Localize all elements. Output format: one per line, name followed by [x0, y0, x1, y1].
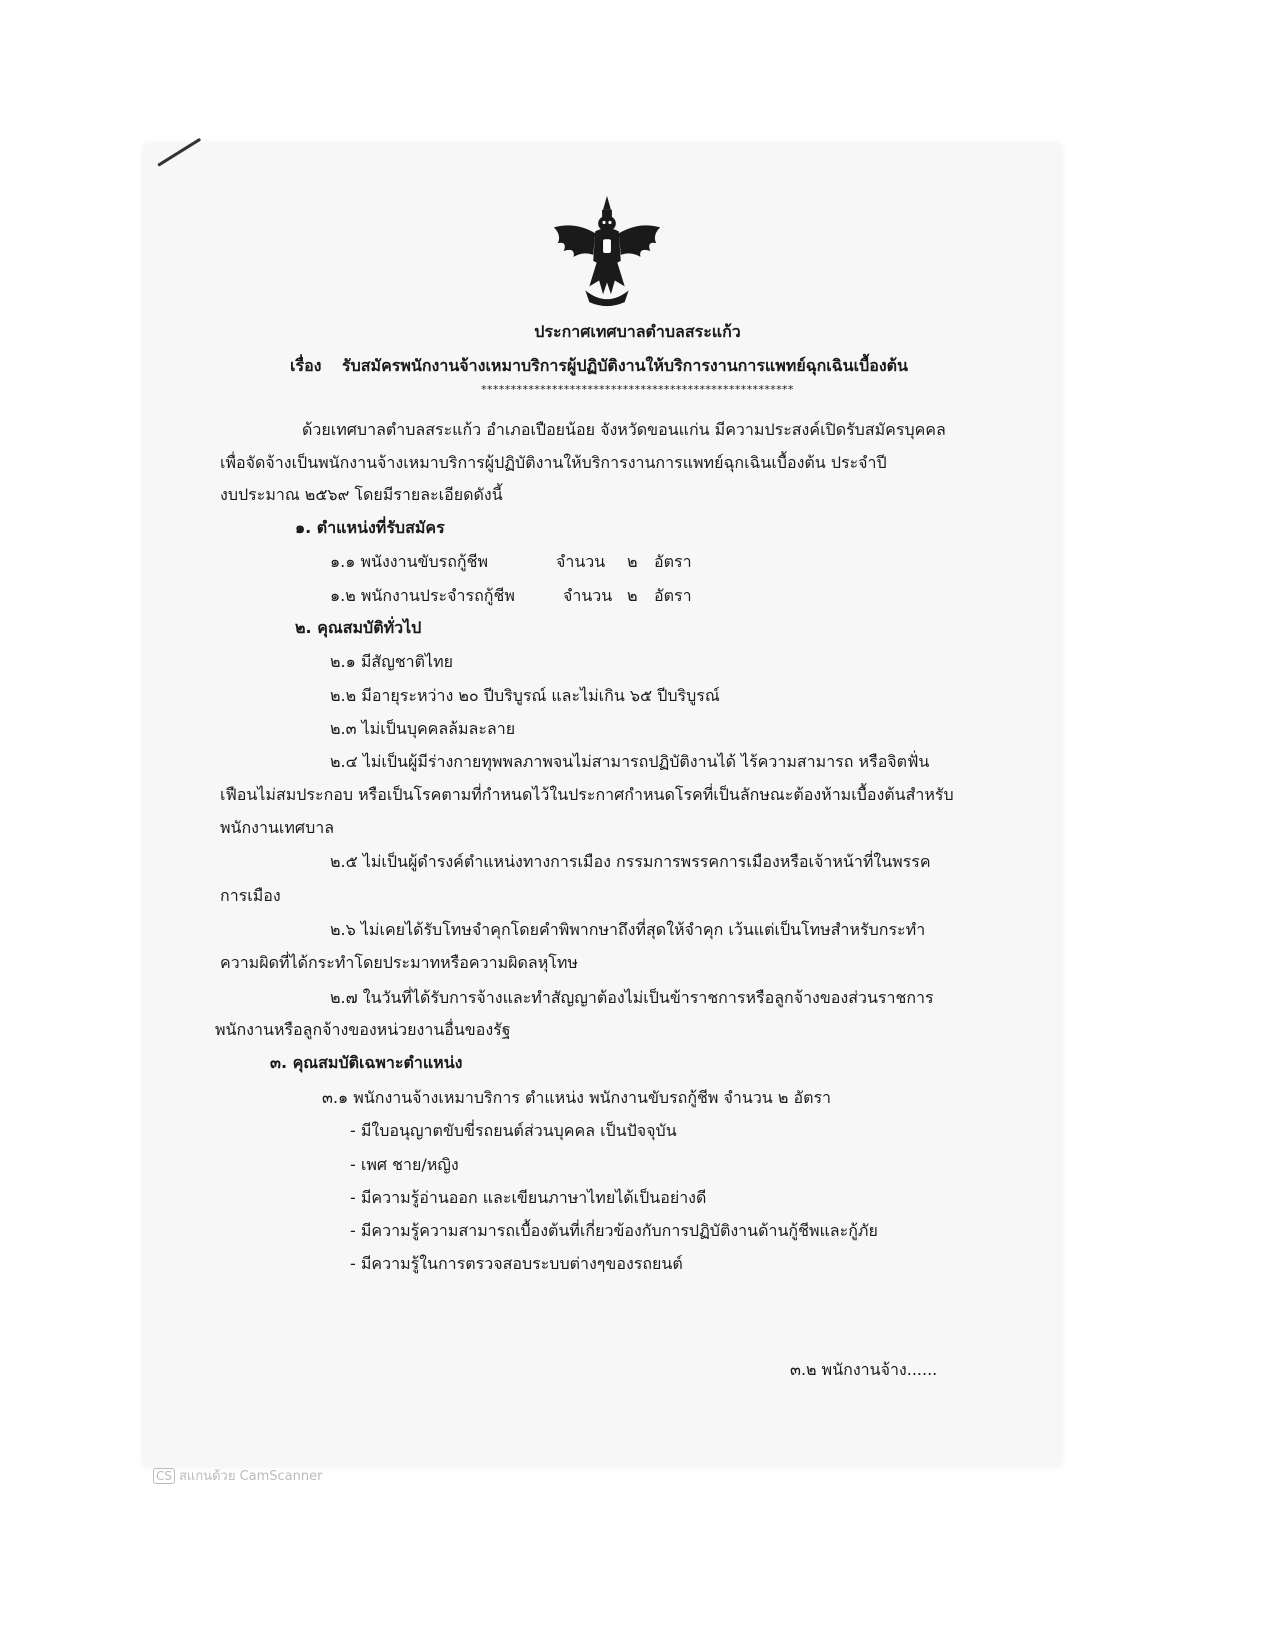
- camscanner-logo-icon: CS: [153, 1468, 175, 1484]
- section3-heading: ๓. คุณสมบัติเฉพาะตำแหน่ง: [270, 1053, 463, 1072]
- qualification-line: พนักงานเทศบาล: [220, 818, 335, 837]
- position-2-unit: อัตรา: [654, 586, 692, 605]
- qualification-line: พนักงานหรือลูกจ้างของหน่วยงานอื่นของรัฐ: [215, 1020, 511, 1039]
- position-1-label: ๑.๑ พนังงานขับรถกู้ชีพ: [330, 552, 488, 571]
- intro-line-2: เพื่อจัดจ้างเป็นพนักงานจ้างเหมาบริการผู้ปฏิบัติงานให้บริการงานการแพทย์ฉุกเฉินเบื้องต้น ประจำปี: [220, 453, 887, 472]
- garuda-emblem-icon: [548, 192, 666, 310]
- qualification-line: เฟือนไม่สมประกอบ หรือเป็นโรคตามที่กำหนดไว้ในประกาศกำหนดโรคที่เป็นลักษณะต้องห้ามเบื้องต้นสำหรับ: [220, 785, 954, 804]
- subject-text: รับสมัครพนักงานจ้างเหมาบริการผู้ปฏิบัติงานให้บริการงานการแพทย์ฉุกเฉินเบื้องต้น: [342, 356, 908, 375]
- position-2-count-label: จำนวน: [563, 586, 613, 605]
- qualification-line: ๒.๓ ไม่เป็นบุคคลล้มละลาย: [330, 719, 516, 738]
- qualification-line: ๒.๔ ไม่เป็นผู้มีร่างกายทุพพลภาพจนไม่สามารถปฏิบัติงานได้ ไร้ความสามารถ หรือจิตฟั่น: [330, 752, 930, 771]
- qualification-line: ๒.๑ มีสัญชาติไทย: [330, 652, 454, 671]
- intro-line-1: ด้วยเทศบาลตำบลสระแก้ว อำเภอเปือยน้อย จังหวัดขอนแก่น มีความประสงค์เปิดรับสมัครบุคคล: [302, 420, 946, 439]
- section3-sub-heading: ๓.๑ พนักงานจ้างเหมาบริการ ตำแหน่ง พนักงานขับรถกู้ชีพ จำนวน ๒ อัตรา: [322, 1088, 832, 1107]
- list-item: - เพศ ชาย/หญิง: [350, 1155, 459, 1174]
- separator: *****************************************************: [481, 383, 794, 396]
- camscanner-watermark: [153, 1465, 322, 1486]
- subject-label: เรื่อง: [290, 356, 322, 375]
- page-continuation: ๓.๒ พนักงานจ้าง......: [790, 1360, 938, 1379]
- qualification-line: ๒.๕ ไม่เป็นผู้ดำรงค์ตำแหน่งทางการเมือง กรรมการพรรคการเมืองหรือเจ้าหน้าที่ในพรรค: [330, 852, 931, 871]
- position-1-count-label: จำนวน: [556, 552, 606, 571]
- qualification-line: ๒.๖ ไม่เคยได้รับโทษจำคุกโดยคำพิพากษาถึงที่สุดให้จำคุก เว้นแต่เป็นโทษสำหรับกระทำ: [330, 920, 926, 939]
- intro-line-3: งบประมาณ ๒๕๖๙ โดยมีรายละเอียดดังนี้: [220, 485, 503, 504]
- position-2-count: ๒: [627, 586, 638, 605]
- list-item: - มีความรู้ในการตรวจสอบระบบต่างๆของรถยนต์: [350, 1254, 683, 1273]
- section1-heading: ๑. ตำแหน่งที่รับสมัคร: [295, 518, 445, 537]
- position-2-label: ๑.๒ พนักงานประจำรถกู้ชีพ: [330, 586, 515, 605]
- watermark-text: สแกนด้วย CamScanner: [179, 1469, 323, 1484]
- section2-heading: ๒. คุณสมบัติทั่วไป: [295, 618, 422, 637]
- position-1-unit: อัตรา: [654, 552, 692, 571]
- qualification-line: ความผิดที่ได้กระทำโดยประมาทหรือความผิดลหุโทษ: [220, 953, 578, 972]
- list-item: - มีใบอนุญาตขับขี่รถยนต์ส่วนบุคคล เป็นปัจจุบัน: [350, 1121, 677, 1140]
- position-1-count: ๒: [627, 552, 638, 571]
- qualification-line: ๒.๗ ในวันที่ได้รับการจ้างและทำสัญญาต้องไม่เป็นข้าราชการหรือลูกจ้างของส่วนราชการ: [330, 988, 934, 1007]
- list-item: - มีความรู้ความสามารถเบื้องต้นที่เกี่ยวข้องกับการปฏิบัติงานด้านกู้ชีพและกู้ภัย: [350, 1221, 878, 1240]
- list-item: - มีความรู้อ่านออก และเขียนภาษาไทยได้เป็นอย่างดี: [350, 1188, 707, 1207]
- page-title: ประกาศเทศบาลตำบลสระแก้ว: [534, 322, 741, 341]
- qualification-line: การเมือง: [220, 886, 281, 905]
- qualification-line: ๒.๒ มีอายุระหว่าง ๒๐ ปีบริบูรณ์ และไม่เกิน ๖๕ ปีบริบูรณ์: [330, 686, 720, 705]
